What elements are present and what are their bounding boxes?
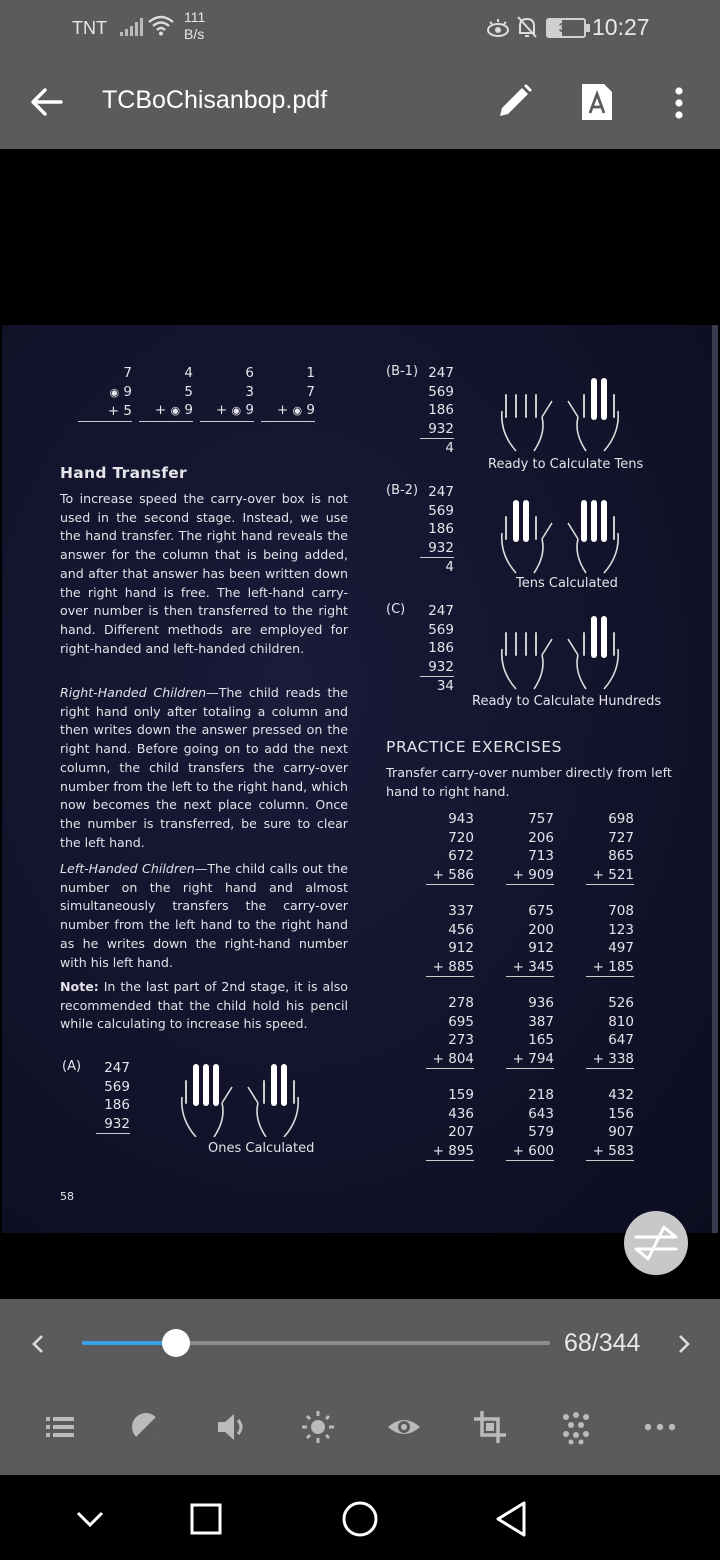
sum-row: 932 [420,539,454,559]
crop-icon[interactable] [472,1409,508,1445]
sum-row: 932 [420,420,454,440]
page-number: 58 [60,1190,74,1203]
example-a-caption: Ones Calculated [208,1141,315,1156]
hand-transfer-heading: Hand Transfer [60,464,187,482]
top-problem [200,364,254,422]
nav-recent-icon[interactable] [186,1499,226,1539]
exercise-row: 432 [608,1087,634,1103]
exercise-row: 278 [448,995,474,1011]
battery-icon: 39 [546,18,586,38]
exercise-row: + 583 [586,1142,634,1162]
sum-row: 247 [428,365,454,381]
example-a-sum [96,1059,130,1134]
exercise-row: 698 [608,811,634,827]
hands-ready-hundreds-icon [490,605,634,691]
document-title: TCBoChisanbop.pdf [102,86,328,114]
reader-controls [0,1299,720,1475]
sum-row: 186 [428,640,454,656]
exercise-row: + 600 [506,1142,554,1162]
left-handed-label: Left-Handed Children [60,861,195,876]
exercise-row: 526 [608,995,634,1011]
volume-icon[interactable] [214,1409,250,1445]
compare-icon [624,1211,688,1275]
compare-button[interactable] [624,1211,688,1275]
exercise-problem [506,1086,554,1161]
chevron-left-icon[interactable] [28,1333,48,1355]
top-problem-row: 4 [184,365,193,381]
pdf-page [2,325,718,1233]
exercise-problem [506,810,554,885]
sum-row: 569 [428,621,454,638]
example-b2-caption: Tens Calculated [516,576,618,591]
carrier-name: TNT [72,18,107,38]
status-bar [0,0,720,56]
exercise-problem [506,994,554,1069]
exercise-row: 123 [608,921,634,938]
practice-intro: Transfer carry-over number directly from left hand to right hand. [386,766,672,800]
exercise-problem [586,810,634,885]
top-problem-row: + ◉ 9 [139,401,193,422]
exercise-row: 647 [608,1032,634,1048]
exercise-row: 456 [448,921,474,938]
exercise-row: 727 [608,829,634,846]
page-slider-thumb[interactable] [162,1329,190,1357]
top-problem-row: 1 [306,365,315,381]
exercise-row: 757 [528,811,554,827]
exercise-row: 912 [528,940,554,956]
wifi-icon [148,14,174,36]
exercise-problem [426,994,474,1069]
contrast-icon[interactable] [128,1409,164,1445]
exercise-row: 165 [528,1032,554,1048]
exercise-row: 912 [448,940,474,956]
exercise-row: 865 [608,848,634,864]
net-speed: 111 B/s [184,9,206,42]
hands-ones-icon [170,1063,314,1137]
exercise-row: 672 [448,848,474,864]
top-problem [261,364,315,422]
exercise-problem [586,994,634,1069]
exercise-row: + 804 [426,1050,474,1070]
top-problem-row: 6 [245,365,254,381]
top-problem-row: ◉ 9 [109,383,132,400]
exercise-row: 675 [528,903,554,919]
example-c-caption: Ready to Calculate Hundreds [472,694,662,709]
exercise-row: + 521 [586,866,634,886]
exercise-problem [426,1086,474,1161]
sum-row: 247 [428,484,454,500]
exercise-row: 159 [448,1087,474,1103]
example-c-label: (C) [386,602,406,617]
exercise-row: 200 [528,921,554,938]
exercise-row: + 185 [586,958,634,978]
sum-row: 186 [428,521,454,537]
exercise-row: + 586 [426,866,474,886]
nav-home-icon[interactable] [340,1499,380,1539]
exercise-row: 936 [528,995,554,1011]
paragraph-note: Note: In the last part of 2nd stage, it is also recommended that the child hold his pencil while calculating to increase his speed. [60,979,348,1032]
exercise-row: + 794 [506,1050,554,1070]
sum-row: 186 [104,1097,130,1113]
top-problem-row: 7 [123,365,132,381]
sum-row: 4 [445,440,454,456]
exercise-row: 943 [448,811,474,827]
page-indicator: 68/344 [564,1329,641,1357]
top-problem-row: 5 [184,383,193,400]
exercise-row: 207 [448,1124,474,1140]
exercise-row: + 895 [426,1142,474,1162]
signal-icon [120,18,144,36]
exercise-row: 643 [528,1105,554,1122]
nav-back-icon[interactable] [492,1499,532,1539]
exercise-row: 337 [448,903,474,919]
sum-row: 186 [428,402,454,418]
sum-row: 569 [428,383,454,400]
example-c-sum [420,602,454,696]
exercise-row: 713 [528,848,554,864]
top-problem-row: + ◉ 9 [200,401,254,422]
exercise-row: 436 [448,1105,474,1122]
exercise-row: + 909 [506,866,554,886]
example-b1-caption: Ready to Calculate Tens [488,457,644,472]
dots-grid-icon[interactable] [558,1409,594,1445]
sum-row: 247 [104,1060,130,1076]
toolbar [0,1409,720,1459]
paragraph-left-handed: Left-Handed Children—The child calls out the number on the right hand and almost simultaneously transfers the carry-over number from the left hand to the right hand as he writes down the right-hand number with his left hand. [60,861,349,970]
chevron-right-icon[interactable] [674,1333,694,1355]
top-problem-row: 3 [245,383,254,400]
exercise-row: 218 [528,1087,554,1103]
right-handed-label: Right-Handed Children [60,685,207,700]
exercise-problem [506,902,554,977]
document-viewer[interactable] [0,149,720,1299]
exercise-row: 156 [608,1105,634,1122]
top-problem [78,364,132,422]
sum-row: 569 [428,502,454,519]
eye-icon[interactable] [386,1409,422,1445]
exercise-row: 720 [448,829,474,846]
exercise-problem [586,1086,634,1161]
exercise-row: 273 [448,1032,474,1048]
exercise-row: 708 [608,903,634,919]
bell-off-icon [516,15,538,39]
more-vert-icon[interactable] [668,84,690,122]
more-horiz-icon[interactable] [642,1409,678,1445]
sum-row: 932 [96,1115,130,1135]
top-problem-row: + ◉ 9 [261,401,315,422]
exercise-row: + 345 [506,958,554,978]
clock: 10:27 [592,14,650,40]
app-bar [0,56,720,149]
exercise-problem [586,902,634,977]
sum-row: 34 [436,678,454,694]
example-b1-sum [420,364,454,458]
top-problem-row: + 5 [78,402,132,422]
paragraph-right-handed: Right-Handed Children—The child reads the right hand only after totaling a column and then writes down the answer pressed on the right hand. Before going on to add the next column, the child transfers the carry-over number from the left to the right hand, which now becomes the next place column. Once the number is transferred, be sure to clear the left hand. [60,685,348,850]
edit-pencil-icon[interactable] [496,82,534,120]
exercise-row: 579 [528,1124,554,1140]
exercise-problem [426,902,474,977]
paragraph-intro: To increase speed the carry-over box is not used in the second stage. Instead, we use the hand transfer. The right hand reveals the answer for the column that is being added, and after that answer has been written down the right hand is free. The left-hand carry-over number is then transferred to the right hand. Different methods are employed for right-handed and left-handed children. [60,491,348,656]
page-slider[interactable] [82,1341,550,1345]
exercise-row: 206 [528,829,554,846]
back-arrow-icon[interactable] [30,86,64,118]
example-a-label: (A) [62,1059,82,1074]
system-nav-bar [0,1475,720,1560]
exercise-row: 387 [528,1013,554,1030]
exercise-row: 695 [448,1013,474,1030]
exercise-row: + 338 [586,1050,634,1070]
sum-row: 932 [420,658,454,678]
exercise-row: + 885 [426,958,474,978]
sum-row: 247 [428,603,454,619]
practice-heading: PRACTICE EXERCISES [386,738,563,756]
brightness-icon[interactable] [300,1409,336,1445]
hands-tens-calculated-icon [490,497,634,575]
nav-down-icon[interactable] [70,1499,110,1539]
top-problem-row: 7 [306,383,315,400]
note-label: Note: [60,979,99,994]
hands-ready-tens-icon [490,367,634,453]
top-problem [139,364,193,422]
exercise-row: 907 [608,1124,634,1140]
exercise-row: 497 [608,940,634,956]
example-b2-label: (B-2) [386,483,419,498]
exercise-problem [426,810,474,885]
example-b2-sum [420,483,454,577]
exercise-row: 810 [608,1013,634,1030]
eye-comfort-icon [486,17,510,39]
sum-row: 569 [104,1078,130,1095]
sum-row: 4 [445,559,454,575]
list-icon[interactable] [42,1409,78,1445]
font-icon[interactable] [580,82,614,122]
example-b1-label: (B-1) [386,364,419,379]
